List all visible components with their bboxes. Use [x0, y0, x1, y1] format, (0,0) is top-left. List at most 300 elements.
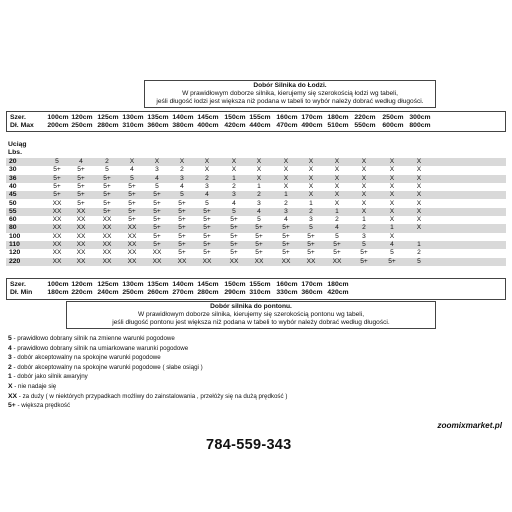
table-cell: 5+: [153, 232, 161, 240]
pontoon-width-row-cell: 130cm: [122, 281, 144, 288]
table-cell: 5+: [77, 191, 85, 199]
table-cell: X: [389, 191, 395, 199]
table-cell: XX: [76, 257, 86, 265]
table-cell: X: [179, 158, 185, 165]
table-cell: 4: [335, 224, 339, 232]
legend-item: [8, 354, 161, 362]
table-cell: X: [283, 166, 289, 174]
table-cell: 5+: [53, 191, 61, 199]
table-cell: 1: [362, 216, 366, 224]
table-cell: 5+: [77, 199, 85, 207]
table-cell: 5+: [333, 249, 341, 257]
table-cell: XX: [52, 257, 62, 265]
boat-width-row-label: Szer.: [10, 114, 26, 121]
table-cell: X: [416, 207, 422, 215]
table-cell: 5+: [307, 249, 315, 257]
table-cell: X: [308, 166, 314, 174]
table-cell: 5+: [103, 191, 111, 199]
table-cell: 4: [390, 241, 394, 248]
table-cell: 2: [105, 158, 109, 165]
pontoon-length-row-label: Dł. Min: [10, 289, 33, 296]
table-cell: 5+: [153, 191, 161, 199]
boat-width-row-cell: 125cm: [97, 114, 119, 121]
boat-length-row-cell: 310cm: [122, 122, 144, 129]
table-cell: X: [389, 158, 395, 165]
table-cell: XX: [76, 224, 86, 232]
legend-item: [8, 402, 70, 410]
table-cell: X: [334, 166, 340, 174]
table-cell: X: [204, 158, 210, 165]
boat-length-row-cell: 800cm: [409, 122, 431, 129]
boat-length-row-cell: 490cm: [301, 122, 323, 129]
table-cell: 5: [390, 249, 394, 257]
pontoon-title: Dobór silnika do pontonu.: [210, 303, 292, 310]
table-cell: X: [416, 199, 422, 207]
table-cell: 5: [155, 182, 159, 190]
row-thrust-lbs: 30: [9, 166, 17, 174]
table-cell: X: [416, 191, 422, 199]
pontoon-length-row-cell: 280cm: [197, 289, 219, 296]
table-cell: X: [416, 174, 422, 182]
table-cell: 4: [232, 199, 236, 207]
table-cell: 5+: [282, 249, 290, 257]
table-cell: 3: [232, 191, 236, 199]
legend-text: - dobór akceptowalny na spokojne warunki pogodowe: [11, 354, 161, 362]
table-cell: 4: [257, 207, 261, 215]
table-cell: XX: [306, 257, 316, 265]
pontoon-length-row-cell: 260cm: [147, 289, 169, 296]
legend-text: - nie nadaje się: [12, 383, 57, 390]
legend-text: - prawidłowo dobrany silnik na umiarkowane warunki pogodowe: [11, 344, 189, 352]
table-cell: 3: [284, 207, 288, 215]
phone-number: 784-559-343: [206, 437, 292, 453]
table-cell: 5+: [103, 182, 111, 190]
legend-item: [8, 345, 188, 353]
table-cell: 5+: [203, 232, 211, 240]
table-cell: 5+: [53, 174, 61, 182]
table-cell: 5+: [282, 232, 290, 240]
pontoon-width-row-cell: 145cm: [197, 281, 219, 288]
legend-text: - prawidłowo dobrany silnik na zmienne warunki pogodowe: [11, 335, 175, 342]
legend-text: - za duży ( w niektórych przypadkach możliwy do zainstalowania , przełóży się na dużą prędkość ): [17, 392, 288, 400]
boat-desc-line2: jeśli długość łodzi jest większa niż podana w tabeli to wybór należy dobrać według długości.: [156, 98, 424, 105]
table-cell: XX: [127, 224, 137, 232]
table-cell: 4: [205, 191, 209, 199]
table-cell: XX: [127, 257, 137, 265]
table-cell: 1: [390, 224, 394, 232]
table-cell: 5+: [230, 232, 238, 240]
pontoon-length-row-cell: 220cm: [71, 289, 93, 296]
table-cell: X: [416, 166, 422, 174]
table-cell: 5+: [282, 241, 290, 248]
table-cell: 5+: [153, 224, 161, 232]
table-cell: 5+: [255, 224, 263, 232]
legend-item: [8, 393, 287, 401]
table-cell: 5+: [77, 166, 85, 174]
table-cell: 1: [284, 191, 288, 199]
row-thrust-lbs: 220: [9, 257, 21, 265]
table-cell: 2: [284, 199, 288, 207]
boat-length-row-cell: 280cm: [97, 122, 119, 129]
pontoon-length-row-cell: 310cm: [249, 289, 271, 296]
legend-text: - dobór akceptowalny na spokojne warunki pogodowe ( słabe osiągi ): [11, 363, 203, 371]
pontoon-title-box: [66, 301, 436, 329]
boat-width-row-cell: 250cm: [382, 114, 404, 121]
legend-text: - dobór jako silnik awaryjny: [11, 373, 88, 381]
boat-width-row-cell: 300cm: [409, 114, 431, 121]
table-cell: 5: [335, 232, 339, 240]
row-thrust-lbs: 45: [9, 191, 17, 199]
boat-width-row-cell: 130cm: [122, 114, 144, 121]
table-cell: X: [334, 158, 340, 165]
table-cell: 5+: [230, 249, 238, 257]
legend-text: - większa prędkość: [15, 402, 71, 410]
table-cell: X: [416, 182, 422, 190]
boat-length-row-cell: 600cm: [382, 122, 404, 129]
boat-desc-line1: W prawidłowym doborze silnika, kierujemy się szerokością łodzi wg tabeli,: [182, 90, 398, 97]
table-cell: X: [361, 158, 367, 165]
table-cell: 5: [180, 191, 184, 199]
table-cell: 5+: [128, 216, 136, 224]
table-cell: 4: [155, 174, 159, 182]
table-cell: X: [283, 174, 289, 182]
table-cell: 5+: [128, 199, 136, 207]
boat-width-row-cell: 100cm: [47, 114, 69, 121]
table-cell: 5+: [203, 249, 211, 257]
table-cell: 5+: [230, 241, 238, 248]
table-cell: 2: [232, 182, 236, 190]
table-cell: 1: [232, 174, 236, 182]
table-cell: X: [308, 158, 314, 165]
pontoon-desc-line1: W prawidłowym doborze silnika, kierujemy się szerokością pontonu wg tabeli,: [137, 311, 365, 318]
table-cell: XX: [102, 249, 112, 257]
table-cell: 3: [362, 232, 366, 240]
pontoon-length-row-cell: 240cm: [97, 289, 119, 296]
table-cell: XX: [127, 249, 137, 257]
table-cell: 5+: [255, 241, 263, 248]
table-cell: 5+: [230, 224, 238, 232]
table-cell: 5+: [178, 207, 186, 215]
boat-width-row-cell: 140cm: [172, 114, 194, 121]
table-cell: XX: [152, 249, 162, 257]
table-cell: X: [204, 166, 210, 174]
table-cell: 5: [130, 174, 134, 182]
table-cell: 5+: [203, 216, 211, 224]
table-cell: 5: [105, 166, 109, 174]
table-cell: 5+: [203, 224, 211, 232]
boat-width-row-cell: 160cm: [276, 114, 298, 121]
motor-selection-sheet: [6, 80, 506, 435]
pontoon-width-row-label: Szer.: [10, 281, 26, 288]
table-cell: XX: [202, 257, 212, 265]
table-cell: 5+: [178, 199, 186, 207]
table-cell: XX: [254, 257, 264, 265]
pontoon-desc-line2: jeśli długość pontonu jest większa niż podana w tabeli to wybór należy dobrać według długości.: [112, 319, 390, 326]
table-cell: 5+: [360, 257, 368, 265]
table-cell: X: [416, 158, 422, 165]
table-cell: XX: [229, 257, 239, 265]
table-cell: XX: [52, 249, 62, 257]
table-cell: 3: [205, 182, 209, 190]
table-cell: 5+: [53, 182, 61, 190]
boat-width-row-cell: 145cm: [197, 114, 219, 121]
table-cell: XX: [102, 216, 112, 224]
table-cell: 3: [180, 174, 184, 182]
table-cell: XX: [102, 241, 112, 248]
table-cell: 5+: [103, 207, 111, 215]
table-cell: XX: [177, 257, 187, 265]
legend-key: X: [8, 383, 13, 390]
table-cell: 5: [257, 216, 261, 224]
table-cell: 1: [257, 182, 261, 190]
table-cell: 1: [417, 241, 421, 248]
table-cell: X: [283, 182, 289, 190]
table-cell: 2: [335, 216, 339, 224]
table-cell: 5+: [388, 257, 396, 265]
legend-key: 1: [8, 373, 12, 381]
table-cell: XX: [102, 232, 112, 240]
table-cell: 2: [362, 224, 366, 232]
table-cell: 5+: [203, 207, 211, 215]
pontoon-length-row-cell: 250cm: [122, 289, 144, 296]
table-cell: XX: [52, 216, 62, 224]
boat-width-row-cell: 135cm: [147, 114, 169, 121]
legend-key: 5+: [8, 402, 16, 410]
table-cell: 5: [55, 158, 59, 165]
boat-width-row-cell: 220cm: [354, 114, 376, 121]
table-cell: XX: [76, 207, 86, 215]
row-thrust-lbs: 20: [9, 158, 17, 165]
pontoon-length-row-cell: 360cm: [301, 289, 323, 296]
table-cell: X: [231, 166, 237, 174]
table-cell: 5: [417, 257, 421, 265]
table-cell: X: [283, 158, 289, 165]
boat-length-row-cell: 250cm: [71, 122, 93, 129]
table-cell: XX: [52, 224, 62, 232]
table-cell: X: [389, 207, 395, 215]
legend-key: XX: [8, 392, 18, 400]
row-thrust-lbs: 120: [9, 249, 21, 257]
table-cell: X: [256, 158, 262, 165]
table-cell: 2: [417, 249, 421, 257]
table-cell: 3: [309, 216, 313, 224]
table-cell: X: [334, 191, 340, 199]
table-cell: X: [334, 182, 340, 190]
table-cell: 5+: [203, 241, 211, 248]
table-cell: 5+: [77, 182, 85, 190]
pontoon-length-row-cell: 330cm: [276, 289, 298, 296]
table-cell: 5+: [103, 174, 111, 182]
table-cell: XX: [76, 241, 86, 248]
table-cell: 5+: [307, 241, 315, 248]
table-cell: 5+: [178, 224, 186, 232]
boat-width-row-cell: 120cm: [71, 114, 93, 121]
table-cell: XX: [281, 257, 291, 265]
boat-length-row-cell: 200cm: [47, 122, 69, 129]
pontoon-width-row-cell: 120cm: [71, 281, 93, 288]
legend-key: 5: [8, 335, 12, 342]
boat-length-row-cell: 510cm: [327, 122, 349, 129]
table-cell: 5+: [333, 241, 341, 248]
table-cell: XX: [76, 216, 86, 224]
table-cell: 4: [79, 158, 83, 165]
table-cell: 5: [205, 199, 209, 207]
table-cell: X: [334, 199, 340, 207]
boat-length-row-cell: 550cm: [354, 122, 376, 129]
table-cell: 5+: [178, 216, 186, 224]
table-cell: 4: [180, 182, 184, 190]
table-cell: X: [389, 166, 395, 174]
boat-title-box: [144, 80, 436, 108]
boat-length-row-cell: 440cm: [249, 122, 271, 129]
pontoon-width-row-cell: 160cm: [276, 281, 298, 288]
table-cell: 5: [362, 241, 366, 248]
table-cell: X: [416, 216, 422, 224]
pontoon-width-row-cell: 155cm: [249, 281, 271, 288]
pontoon-width-row-cell: 150cm: [224, 281, 246, 288]
row-thrust-lbs: 80: [9, 224, 17, 232]
website-label: zoomixmarket.pl: [437, 421, 502, 430]
row-thrust-lbs: 110: [9, 241, 20, 248]
table-cell: 5+: [153, 216, 161, 224]
table-cell: X: [389, 182, 395, 190]
legend-key: 2: [8, 363, 12, 371]
table-cell: 3: [257, 199, 261, 207]
table-cell: X: [389, 216, 395, 224]
table-cell: X: [361, 199, 367, 207]
pontoon-length-row-cell: 290cm: [224, 289, 246, 296]
legend-item: [8, 383, 56, 391]
table-cell: 5+: [77, 174, 85, 182]
table-cell: XX: [102, 224, 112, 232]
boat-width-row-cell: 170cm: [301, 114, 323, 121]
table-cell: 1: [335, 207, 339, 215]
table-cell: X: [256, 174, 262, 182]
table-cell: XX: [102, 257, 112, 265]
table-cell: 5+: [153, 241, 161, 248]
table-cell: X: [361, 174, 367, 182]
table-cell: X: [308, 191, 314, 199]
table-cell: X: [308, 182, 314, 190]
table-cell: X: [416, 224, 422, 232]
table-cell: 4: [284, 216, 288, 224]
row-thrust-lbs: 100: [9, 232, 21, 240]
pontoon-length-row-cell: 180cm: [47, 289, 69, 296]
table-cell: X: [308, 174, 314, 182]
legend-item: [8, 364, 203, 372]
table-cell: 4: [130, 166, 134, 174]
pontoon-width-row-cell: 135cm: [147, 281, 169, 288]
legend-item: [8, 373, 88, 381]
thrust-unit-label: Lbs.: [8, 149, 22, 156]
table-cell: X: [154, 158, 160, 165]
row-thrust-lbs: 55: [9, 207, 17, 215]
table-cell: 5+: [230, 216, 238, 224]
table-cell: 5+: [178, 241, 186, 248]
table-cell: X: [361, 207, 367, 215]
table-cell: X: [389, 174, 395, 182]
boat-width-row-cell: 150cm: [224, 114, 246, 121]
table-cell: XX: [52, 241, 62, 248]
table-cell: 5+: [153, 207, 161, 215]
pontoon-width-row-cell: 100cm: [47, 281, 69, 288]
row-thrust-lbs: 50: [9, 199, 17, 207]
row-thrust-lbs: 40: [9, 182, 17, 190]
table-cell: 3: [155, 166, 159, 174]
table-cell: 5+: [103, 199, 111, 207]
table-cell: X: [389, 232, 395, 240]
table-cell: 5+: [53, 166, 61, 174]
table-cell: XX: [76, 249, 86, 257]
boat-length-row-cell: 380cm: [172, 122, 194, 129]
boat-length-row-label: Dł. Max: [10, 122, 34, 129]
legend-item: [8, 335, 175, 343]
table-cell: 5+: [255, 249, 263, 257]
table-cell: XX: [127, 232, 137, 240]
table-cell: X: [361, 166, 367, 174]
table-cell: X: [361, 182, 367, 190]
pontoon-width-row-cell: 140cm: [172, 281, 194, 288]
boat-length-row-cell: 360cm: [147, 122, 169, 129]
table-cell: X: [389, 199, 395, 207]
table-cell: 5+: [128, 207, 136, 215]
pontoon-length-row-cell: 420cm: [327, 289, 349, 296]
table-cell: XX: [127, 241, 137, 248]
table-cell: XX: [52, 207, 62, 215]
boat-width-row-cell: 180cm: [327, 114, 349, 121]
table-cell: XX: [52, 232, 62, 240]
table-cell: 5+: [178, 249, 186, 257]
legend-key: 4: [8, 344, 12, 352]
boat-length-row-cell: 420cm: [224, 122, 246, 129]
pontoon-width-row-cell: 125cm: [97, 281, 119, 288]
table-cell: X: [334, 174, 340, 182]
table-cell: 5+: [255, 232, 263, 240]
boat-length-row-cell: 470cm: [276, 122, 298, 129]
table-cell: X: [361, 191, 367, 199]
row-thrust-lbs: 36: [9, 174, 17, 182]
table-cell: 5: [232, 207, 236, 215]
thrust-label: Uciąg: [8, 141, 27, 148]
table-cell: X: [231, 158, 237, 165]
table-cell: 1: [309, 199, 313, 207]
table-cell: 5+: [307, 232, 315, 240]
table-cell: 5+: [128, 182, 136, 190]
table-cell: X: [256, 166, 262, 174]
table-cell: 5+: [153, 199, 161, 207]
pontoon-width-row-cell: 180cm: [327, 281, 349, 288]
table-cell: 2: [309, 207, 313, 215]
table-cell: XX: [332, 257, 342, 265]
row-thrust-lbs: 60: [9, 216, 17, 224]
table-cell: XX: [76, 232, 86, 240]
table-cell: 2: [257, 191, 261, 199]
boat-title: Dobór Silnika do Łodzi.: [253, 82, 327, 89]
table-cell: 5+: [128, 191, 136, 199]
table-cell: XX: [152, 257, 162, 265]
table-cell: 2: [205, 174, 209, 182]
pontoon-length-row-cell: 270cm: [172, 289, 194, 296]
boat-width-row-cell: 155cm: [249, 114, 271, 121]
table-cell: 5+: [360, 249, 368, 257]
legend-key: 3: [8, 354, 12, 362]
table-cell: 5+: [282, 224, 290, 232]
table-cell: 2: [180, 166, 184, 174]
boat-length-row-cell: 400cm: [197, 122, 219, 129]
table-cell: 5: [309, 224, 313, 232]
table-cell: 5+: [178, 232, 186, 240]
table-cell: XX: [52, 199, 62, 207]
